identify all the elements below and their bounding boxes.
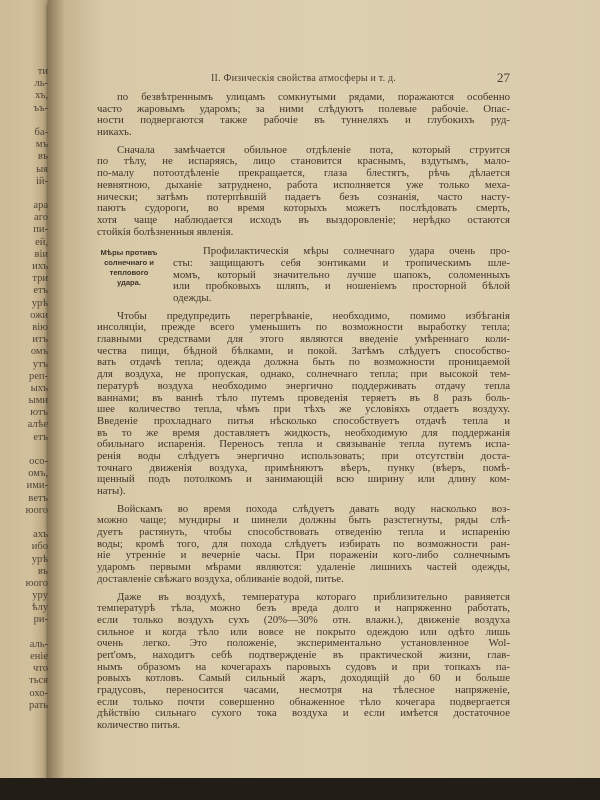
paragraph [100, 245, 510, 304]
text-line: момъ, который значительно лучше шапокъ, соломенныхъ [173, 268, 510, 281]
left-page-line: хъ, [35, 90, 48, 102]
text-line: по-малу потоотдѣленіе прекращается, глаза блестятъ, рѣчь дѣлается [97, 167, 510, 180]
text-line: дуетъ растянуть, чтобы способствовать отведенію тепла и испаренію [97, 526, 510, 539]
left-page-line: ихъ [32, 261, 48, 272]
text-line: инсоляціи, прежде всего уменьшить по возможности выработку тепла; [97, 321, 510, 334]
left-page-line: ютъ [30, 407, 48, 419]
left-page-line: ти [37, 66, 48, 77]
left-page-line: три [32, 273, 48, 285]
left-page-line: мъ [35, 139, 48, 151]
paragraph [97, 145, 510, 239]
left-page-line: урѣ [31, 553, 48, 565]
left-page-line: ypy [32, 590, 48, 602]
text-line: невнятною, дыханіе затруднено, работа исполняется уже только меха- [97, 178, 510, 191]
text-line: по безвѣтреннымъ улицамъ сомкнутыми рядами, поражаются особенно [117, 91, 510, 103]
text-line: наты). [97, 485, 126, 497]
text-line: доставленіе свѣжаго воздуха, обливаніе водой, питье. [97, 572, 344, 585]
text-line: очень легко. Это положеніе, экспериментально установленное Wol- [97, 637, 510, 650]
text-line: для воздуха, не пропуская, однако, солнечнаго тепла; при высокой тем- [97, 368, 510, 381]
text-line: щенный подъ потолкомъ и занимающій всю ширину или длину ком- [97, 473, 510, 486]
text-line: можно чаще; мундиры и шинели должны быть разстегнуты, ряды слѣ- [97, 514, 510, 527]
text-line: Даже въ воздухѣ, температура котораго приблизительно равняется [117, 590, 510, 603]
text-line: шее количество тепла, чѣмъ при тѣхъ же условіяхъ отдаетъ воздуху. [97, 403, 510, 416]
text-line: если только почти совершенно обнаженное тѣло кочегара подвергается [97, 695, 510, 708]
text-line: вать отдачѣ тепла; одежда должна быть по возможности проницаемой [97, 356, 510, 369]
left-page-line: ѣлу [31, 602, 48, 614]
page-body [97, 92, 510, 738]
text-line: въ то же время доставляетъ жидкость, необходимую для поддержанія [97, 426, 510, 439]
text-line: дѣйствію сильнаго сухого тока воздуха и если имѣется достаточное [97, 707, 510, 720]
text-line: воды; кромѣ того, для похода слѣдуетъ избирать по возможности ран- [97, 537, 510, 550]
paragraph [97, 592, 510, 732]
left-page-line: пи- [33, 224, 48, 236]
left-page-line: ль- [34, 78, 48, 90]
left-page-line: вію [32, 321, 48, 333]
table-background [0, 778, 600, 800]
left-page-line: юого [25, 577, 48, 589]
left-page-line: ться [29, 675, 48, 687]
text-line: если только воздухъ сухъ (20%—30% отн. влажн.), движеніе воздуха [97, 613, 510, 626]
left-page-line [2, 627, 48, 639]
text-line: стойкія болѣзненныя явленія. [97, 225, 234, 238]
left-page-line: етъ [33, 285, 48, 297]
left-page-line: итъ [32, 334, 48, 346]
left-page-line: ара [33, 200, 48, 212]
text-line: ности подвергаются также рабочіе въ туннеляхъ и глубокихъ руд- [97, 114, 510, 127]
left-page-line: етъ [33, 431, 48, 443]
margin-note-line: теплового [109, 268, 149, 278]
text-line: ренія воды слѣдуетъ энергично использовать; при отсутствіи доста- [97, 449, 510, 462]
left-page-line [2, 444, 48, 456]
left-page [0, 0, 52, 790]
text-line: или пробковыхъ шляпъ, и ношеніемъ просторной бѣлой [173, 280, 510, 293]
left-page-line: омъ [30, 346, 48, 358]
text-line: Чтобы предупредить перегрѣваніе, необходимо, помимо избѣганія [117, 309, 510, 322]
left-page-line: аго [34, 212, 48, 224]
text-line: сильное и когда тѣло или вовсе не покрыто одеждою или одѣто лишь [97, 625, 510, 638]
text-line: главными средствами для этого являются введеніе умѣреннаго коли- [97, 333, 510, 346]
left-page-line: ими- [26, 480, 48, 492]
left-page-line: ба- [34, 126, 48, 138]
left-page-line: ыхъ [30, 382, 48, 394]
page-number: 27 [497, 70, 510, 85]
left-page-line: урѣ [31, 297, 48, 309]
left-page-line [2, 188, 48, 200]
left-page-text [2, 66, 48, 712]
text-line: Войскамъ во время похода слѣдуетъ давать воду насколько воз- [117, 502, 510, 515]
text-line: ударомъ первыми мѣрами являются: удаленіе лишнихъ частей одежды, [97, 561, 510, 574]
text-line: сты: защищаютъ себя зонтиками и тропическимъ шле- [173, 256, 510, 269]
left-page-line [2, 115, 48, 127]
left-page-line: ъъ- [33, 102, 48, 114]
text-line: ваннами; въ ваннѣ тѣло путемъ проведенія теряетъ въ 8 разъ боль- [97, 391, 510, 404]
left-page-line: омъ, [28, 468, 48, 480]
left-page-line: утъ [32, 358, 48, 370]
left-page-line: ри- [33, 614, 48, 626]
paragraph [97, 504, 510, 586]
paragraph [97, 92, 510, 139]
text-line: Сначала замѣчается обильное отдѣленіе пота, который струится [117, 143, 510, 156]
text-line: нически; затѣмъ потерпѣвшій падаетъ безъ сознанія, часто насту- [97, 190, 510, 203]
text-line: пературѣ воздуха необходимо энергично поддерживать отдачу тепла [97, 379, 510, 392]
left-page-line: віи [34, 248, 48, 260]
left-page-line: охо- [29, 687, 48, 699]
left-page-line: ыя [36, 163, 48, 175]
left-page-line: рать [28, 699, 48, 711]
text-line: нымъ образомъ на кочегарахъ паровыхъ судовъ и при топкахъ па- [97, 660, 510, 673]
text-line: градусовъ, переносится часами, несмотря на тѣлесное напряженіе, [97, 684, 510, 696]
text-line: никахъ. [97, 126, 132, 139]
text-line: pert'омъ, находитъ себѣ подтвержденіе въ практической жизни, глав- [97, 648, 510, 661]
text-line: ніе утренніе и вечерніе часы. При пораженіи кого-либо солнечнымъ [97, 549, 510, 562]
left-page-line: ибо [31, 541, 48, 553]
text-line: одежды. [173, 292, 212, 304]
left-page-line: осо- [29, 456, 48, 467]
left-page-line: ожи [30, 309, 48, 321]
text-line: количество питья. [97, 719, 181, 732]
text-line: температурѣ тѣла, можно безъ вреда долго и напряженно работать, [97, 602, 510, 615]
left-page-line: реп- [28, 370, 48, 382]
left-page-line: ыми [28, 395, 48, 407]
left-page-line: ахъ [33, 529, 48, 541]
margin-note-line: удара. [116, 278, 142, 288]
paragraph [97, 311, 510, 498]
left-page-line [2, 517, 48, 529]
left-page-line: что [33, 663, 48, 675]
text-line: точнаго движенія воздуха, примѣняютъ вѣеръ, пунку (вѣеръ, помѣ- [97, 461, 510, 474]
left-page-line: аль- [29, 638, 48, 650]
text-line: обильнаго испаренія. Переносъ тепла и связываніе тепла путемъ испа- [97, 438, 510, 451]
page-header [97, 70, 510, 86]
margin-note-line: солнечнаго и [104, 258, 154, 268]
margin-note-line: Мѣры противъ [100, 248, 158, 258]
left-page-line: въ [37, 565, 48, 577]
text-line: часто жаровымъ ударомъ; за ними слѣдуютъ полевые рабочіе. Опас- [97, 102, 510, 115]
left-page-line: ветъ [28, 492, 48, 504]
text-line: Профилактическія мѣры солнечнаго удара очень про- [203, 245, 510, 258]
text-line: по тѣлу, не испаряясь, лицо становится краснымъ, вздутымъ, мало- [97, 155, 510, 168]
left-page-line: ей, [35, 236, 48, 248]
left-page-line: въ [37, 151, 48, 163]
left-page-line: ій- [35, 175, 48, 187]
left-page-line: еніе [30, 651, 48, 662]
text-line: ровыхъ котловъ. Самый сильный жаръ, доходящій до 60 и больше [97, 672, 510, 685]
running-title: II. Физическія свойства атмосферы и т. д. [211, 73, 396, 84]
text-line: чества пищи, бѣдной бѣлками, и покой. Затѣмъ слѣдуетъ способство- [97, 344, 510, 357]
margin-note [93, 248, 165, 288]
text-line: Введеніе прохладнаго питья нѣсколько способствуетъ отдачѣ тепла и [97, 414, 510, 427]
left-page-line: алѣе [27, 419, 48, 431]
left-page-line: юого [25, 504, 48, 516]
text-line: паютъ судороги, во время которыхъ можетъ послѣдовать смерть, [97, 202, 510, 215]
text-line: хотя чаще наблюдается исходъ въ выздоровленіе; нерѣдко остаются [97, 213, 510, 226]
